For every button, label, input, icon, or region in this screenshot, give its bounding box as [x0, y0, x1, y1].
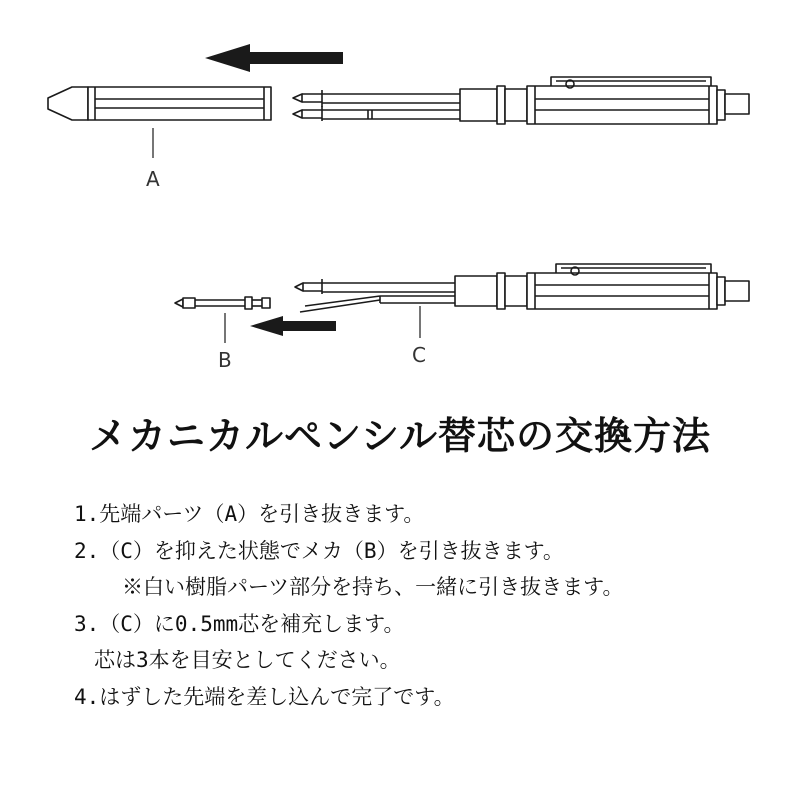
tip-part-a [48, 87, 271, 158]
instruction-list [74, 496, 623, 715]
step-3: 3.（C）に0.5mm芯を補充します。 [74, 611, 405, 636]
arrow-left-icon [250, 316, 336, 336]
step-2-note: ※白い樹脂パーツ部分を持ち、一緒に引き抜きます。 [122, 575, 624, 599]
pencil-refills-top [293, 90, 460, 121]
label-a: A [146, 167, 160, 191]
mechanism-part-b [175, 297, 270, 343]
arrow-left-icon [205, 44, 343, 72]
label-c: C [412, 343, 426, 367]
step-1: 1.先端パーツ（A）を引き抜きます。 [74, 502, 425, 526]
step-2: 2.（C）を抑えた状態でメカ（B）を引き抜きます。 [74, 538, 564, 563]
step-3-note: 芯は3本を目安としてください。 [94, 648, 401, 672]
pencil-body-top [460, 77, 749, 124]
step-4: 4.はずした先端を差し込んで完了です。 [74, 684, 455, 709]
pencil-body-bottom [455, 264, 749, 309]
page-title: メカニカルペンシル替芯の交換方法 [88, 414, 712, 458]
label-b: B [218, 348, 232, 372]
